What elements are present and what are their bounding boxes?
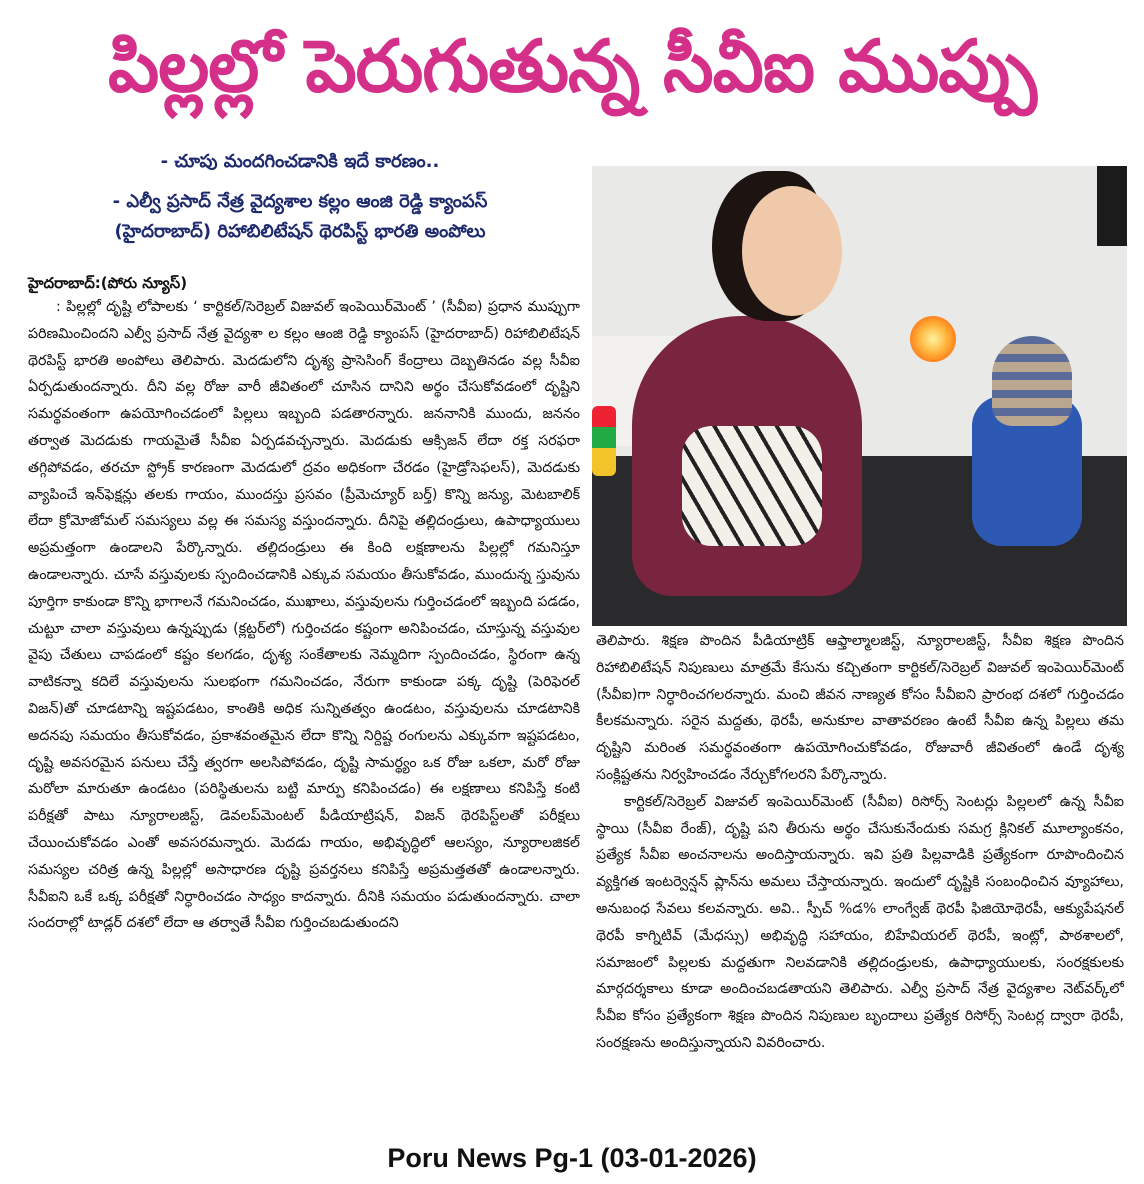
subheadings [20, 150, 580, 260]
page-footer: Poru News Pg-1 (03-01-2026) [387, 1143, 757, 1173]
subheading-1: - చూపు మందగించడానికి ఇదే కారణం.. [160, 151, 440, 172]
dateline: హైదరాబాద్:(పోరు న్యూస్) [28, 274, 188, 292]
article-paragraph: తెలిపారు. శిక్షణ పొందిన పీడియాట్రిక్ ఆఫ్తాల్మాలజిస్ట్, న్యూరాలజిస్ట్, సీవీఐ శిక్షణ పొందిన రిహాబిలిటేషన్ నిపుణులు మాత్రమే కేసును కచ్చితంగా కార్టికల్/సెరెబ్రల్ విజువల్ ఇంపెయిర్‌మెంట్ (సీవీఐ)గా నిర్ధారించగలరన్నారు. మంచి జీవన నాణ్యత కోసం సీవీఐని ప్రారంభ దశలో గుర్తించడం కీలకమన్నారు. సరైన మద్దతు, థెరపీ, అనుకూల వాతావరణం ఉంటే సీవీఐ ఉన్న పిల్లలు తమ దృష్టిని మరింత సమర్థవంతంగా ఉపయోగించుకోవడం, రోజువారీ జీవితంలో ఉండే దృశ్య సంక్లిష్టతను నిర్వహించడం నేర్చుకోగలరని పేర్కొన్నారు. [596, 633, 1124, 783]
headline: పిల్లల్లో పెరుగుతున్న సీవీఐ ముప్పు [108, 24, 1036, 108]
article-column-right [596, 628, 1124, 1138]
article-photo [592, 166, 1127, 626]
article-column-left [28, 294, 580, 1137]
light-ball-icon [910, 316, 956, 362]
article-paragraph: : పిల్లల్లో దృష్టి లోపాలకు ‘ కార్టికల్/సెరెబ్రల్ విజువల్ ఇంపెయిర్‌మెంట్ ’ (సీవీఐ) ప్రధాన ముప్పుగా పరిణమించిందని ఎల్వీ ప్రసాద్ నేత్ర వైద్యశా ల కల్లం ఆంజి రెడ్డి క్యాంపస్ (హైదరాబాద్) రిహాబిలిటేషన్ థెరపిస్ట్ భారతి అంపోలు తెలిపారు. మెదడులోని దృశ్య ప్రాసెసింగ్ కేంద్రాలు దెబ్బతినడం వల్ల సీవీఐ ఏర్పడుతుందన్నారు. దీని వల్ల రోజు వారీ జీవితంలో చూసిన దానిని అర్థం చేసుకోవడంలో దృష్టిని సమర్థవంతంగా ఉపయోగించడంలో పిల్లలు ఇబ్బంది పడతారన్నారు. జననానికి ముందు, జననం తర్వాత మెదడుకు గాయమైతే సీవీఐ ఏర్పడవచ్చన్నారు. మెదడుకు ఆక్సిజన్ లేదా రక్త సరఫరా తగ్గిపోవడం, తరచూ స్ట్రోక్ కారణంగా మెదడులో ద్రవం అధికంగా చేరడం (హైడ్రోసెఫలస్), మెదడుకు వ్యాపించే ఇన్‌ఫెక్షన్లు తలకు గాయం, ముందస్తు ప్రసవం (ప్రీమెచ్యూర్ బర్త్) కొన్ని జన్యు, మెటబాలిక్ లేదా క్రోమోజోమల్ సమస్యలు వల్ల ఈ సమస్య వస్తుందన్నారు. దీనిపై తల్లిదండ్రులు, ఉపాధ్యాయులు అప్రమత్తంగా ఉండాలని పేర్కొన్నారు. తల్లిదండ్రులు ఈ కింది లక్షణాలను పిల్లల్లో గమనిస్తూ ఉండాలన్నారు. చూసే వస్తువులకు స్పందించడానికి ఎక్కువ సమయం తీసుకోవడం, ముందున్న స్తువును పూర్తిగా కాకుండా కొన్ని భాగాలనే గమనించడం, ముఖాలు, వస్తువులను గుర్తించడంలో ఇబ్బంది పడడం, చుట్టూ చాలా వస్తువులు ఉన్నప్పుడు (క్లట్టర్‌లో) గుర్తించడం కష్టంగా అనిపించడం, చూస్తున్న వస్తువుల వైపు చేతులు చాపడంలో కష్టం కలగడం, దృశ్య సంకేతాలకు నెమ్మదిగా స్పందించడం, స్థిరంగా ఉన్న వాటికన్నా కదిలే వస్తువులను సులభంగా గమనించడం, నేరుగా కాకుండా పక్క దృష్టి (పెరిఫెరల్ విజన్)తో చూడటాన్ని ఇష్టపడటం, కాంతికి అధిక సున్నితత్వం ఉండటం, వస్తువులను చూడటానికి అదనపు సమయం తీసుకోవడం, ప్రకాశవంతమైన లేదా కొన్ని నిర్దిష్ట రంగులను ఎక్కువగా ఇష్టపడటం, దృష్టి అవసరమైన పనులు చేస్తే త్వరగా అలసిపోవడం, దృష్టి సామర్థ్యం ఒక రోజు ఒకలా, మరో రోజు మరోలా మారుతూ ఉండటం (పరిస్థితులను బట్టి మార్పు కనిపించడం) ఈ లక్షణాలు కనిపిస్తే కంటి పరీక్షతో పాటు న్యూరాలజిస్ట్, డెవలప్‌మెంటల్ పీడియాట్రిషన్, విజన్ థెరపిస్ట్‌లతో పరీక్షలు చేయించుకోవడం ఎంతో అవసరమన్నారు. మెదడు గాయం, అభివృద్ధిలో ఆలస్యం, న్యూరాలజికల్ సమస్యల చరిత్ర ఉన్న పిల్లల్లో అసాధారణ దృష్టి ప్రవర్తనలు కనిపిస్తే అప్రమత్తతతో ఉండాలన్నారు. సీవీఐని ఒకే ఒక్క పరీక్షతో నిర్ధారించడం సాధ్యం కాదన్నారు. దీనికి సమయం పడుతుందన్నారు. చాలా సందరాల్లో టాడ్లర్ దశలో లేదా ఆ తర్వాతే సీవీఐ గుర్తించబడుతుందని [28, 299, 580, 932]
subheading-3: (హైదరాబాద్) రిహాబిలిటేషన్ థెరపిస్ట్ భారతి అంపోలు [114, 221, 486, 242]
subheading-2: - ఎల్వీ ప్రసాద్ నేత్ర వైద్యశాల కల్లం ఆంజి రెడ్డి క్యాంపస్ [112, 191, 488, 212]
article-paragraph: కార్టికల్/సెరెబ్రల్ విజువల్ ఇంపెయిర్‌మెంట్ (సీవీఐ) రిసోర్స్ సెంటర్లు పిల్లలలో ఉన్న సీవీఐ స్థాయి (సీవీఐ రేంజ్), దృష్టి పని తీరును అర్థం చేసుకునేందుకు సమగ్ర క్లినికల్ మూల్యాంకనం, ప్రత్యేక సీవీఐ అంచనాలను అందిస్తాయన్నారు. ఇవి ప్రతి పిల్లవాడికి ప్రత్యేకంగా రూపొందించిన వ్యక్తిగత ఇంటర్వెన్షన్ ప్లాన్‌ను అమలు చేస్తాయన్నారు. ఇందులో దృష్టికి సంబంధించిన వ్యూహాలు, అనుబంధ సేవలు కలవన్నారు. అవి.. స్పీచ్ %డ% లాంగ్వేజ్ థెరపీ ఫిజియోథెరపీ, ఆక్యుపేషనల్ థెరపీ కాగ్నిటివ్ (మేధస్సు) అభివృద్ధి సహాయం, బిహేవియరల్ థెరపీ, ఇంట్లో, పాఠశాలలో, సమాజంలో పిల్లలకు మద్దతుగా నిలవడానికి తల్లిదండ్రులకు, ఉపాధ్యాయులకు, సంరక్షకులకు మార్గదర్శకాలు కూడా అందించబడతాయని తెలిపారు. ఎల్వీ ప్రసాద్ నేత్ర వైద్యశాల నెట్‌వర్క్‌లో సీవీఐ కోసం ప్రత్యేకంగా శిక్షణ పొందిన నిపుణుల బృందాలు ప్రత్యేక రిసోర్స్ సెంటర్ల ద్వారా థెరపీ, సంరక్షణను అందిస్తున్నాయని వివరించారు. [596, 793, 1124, 1051]
